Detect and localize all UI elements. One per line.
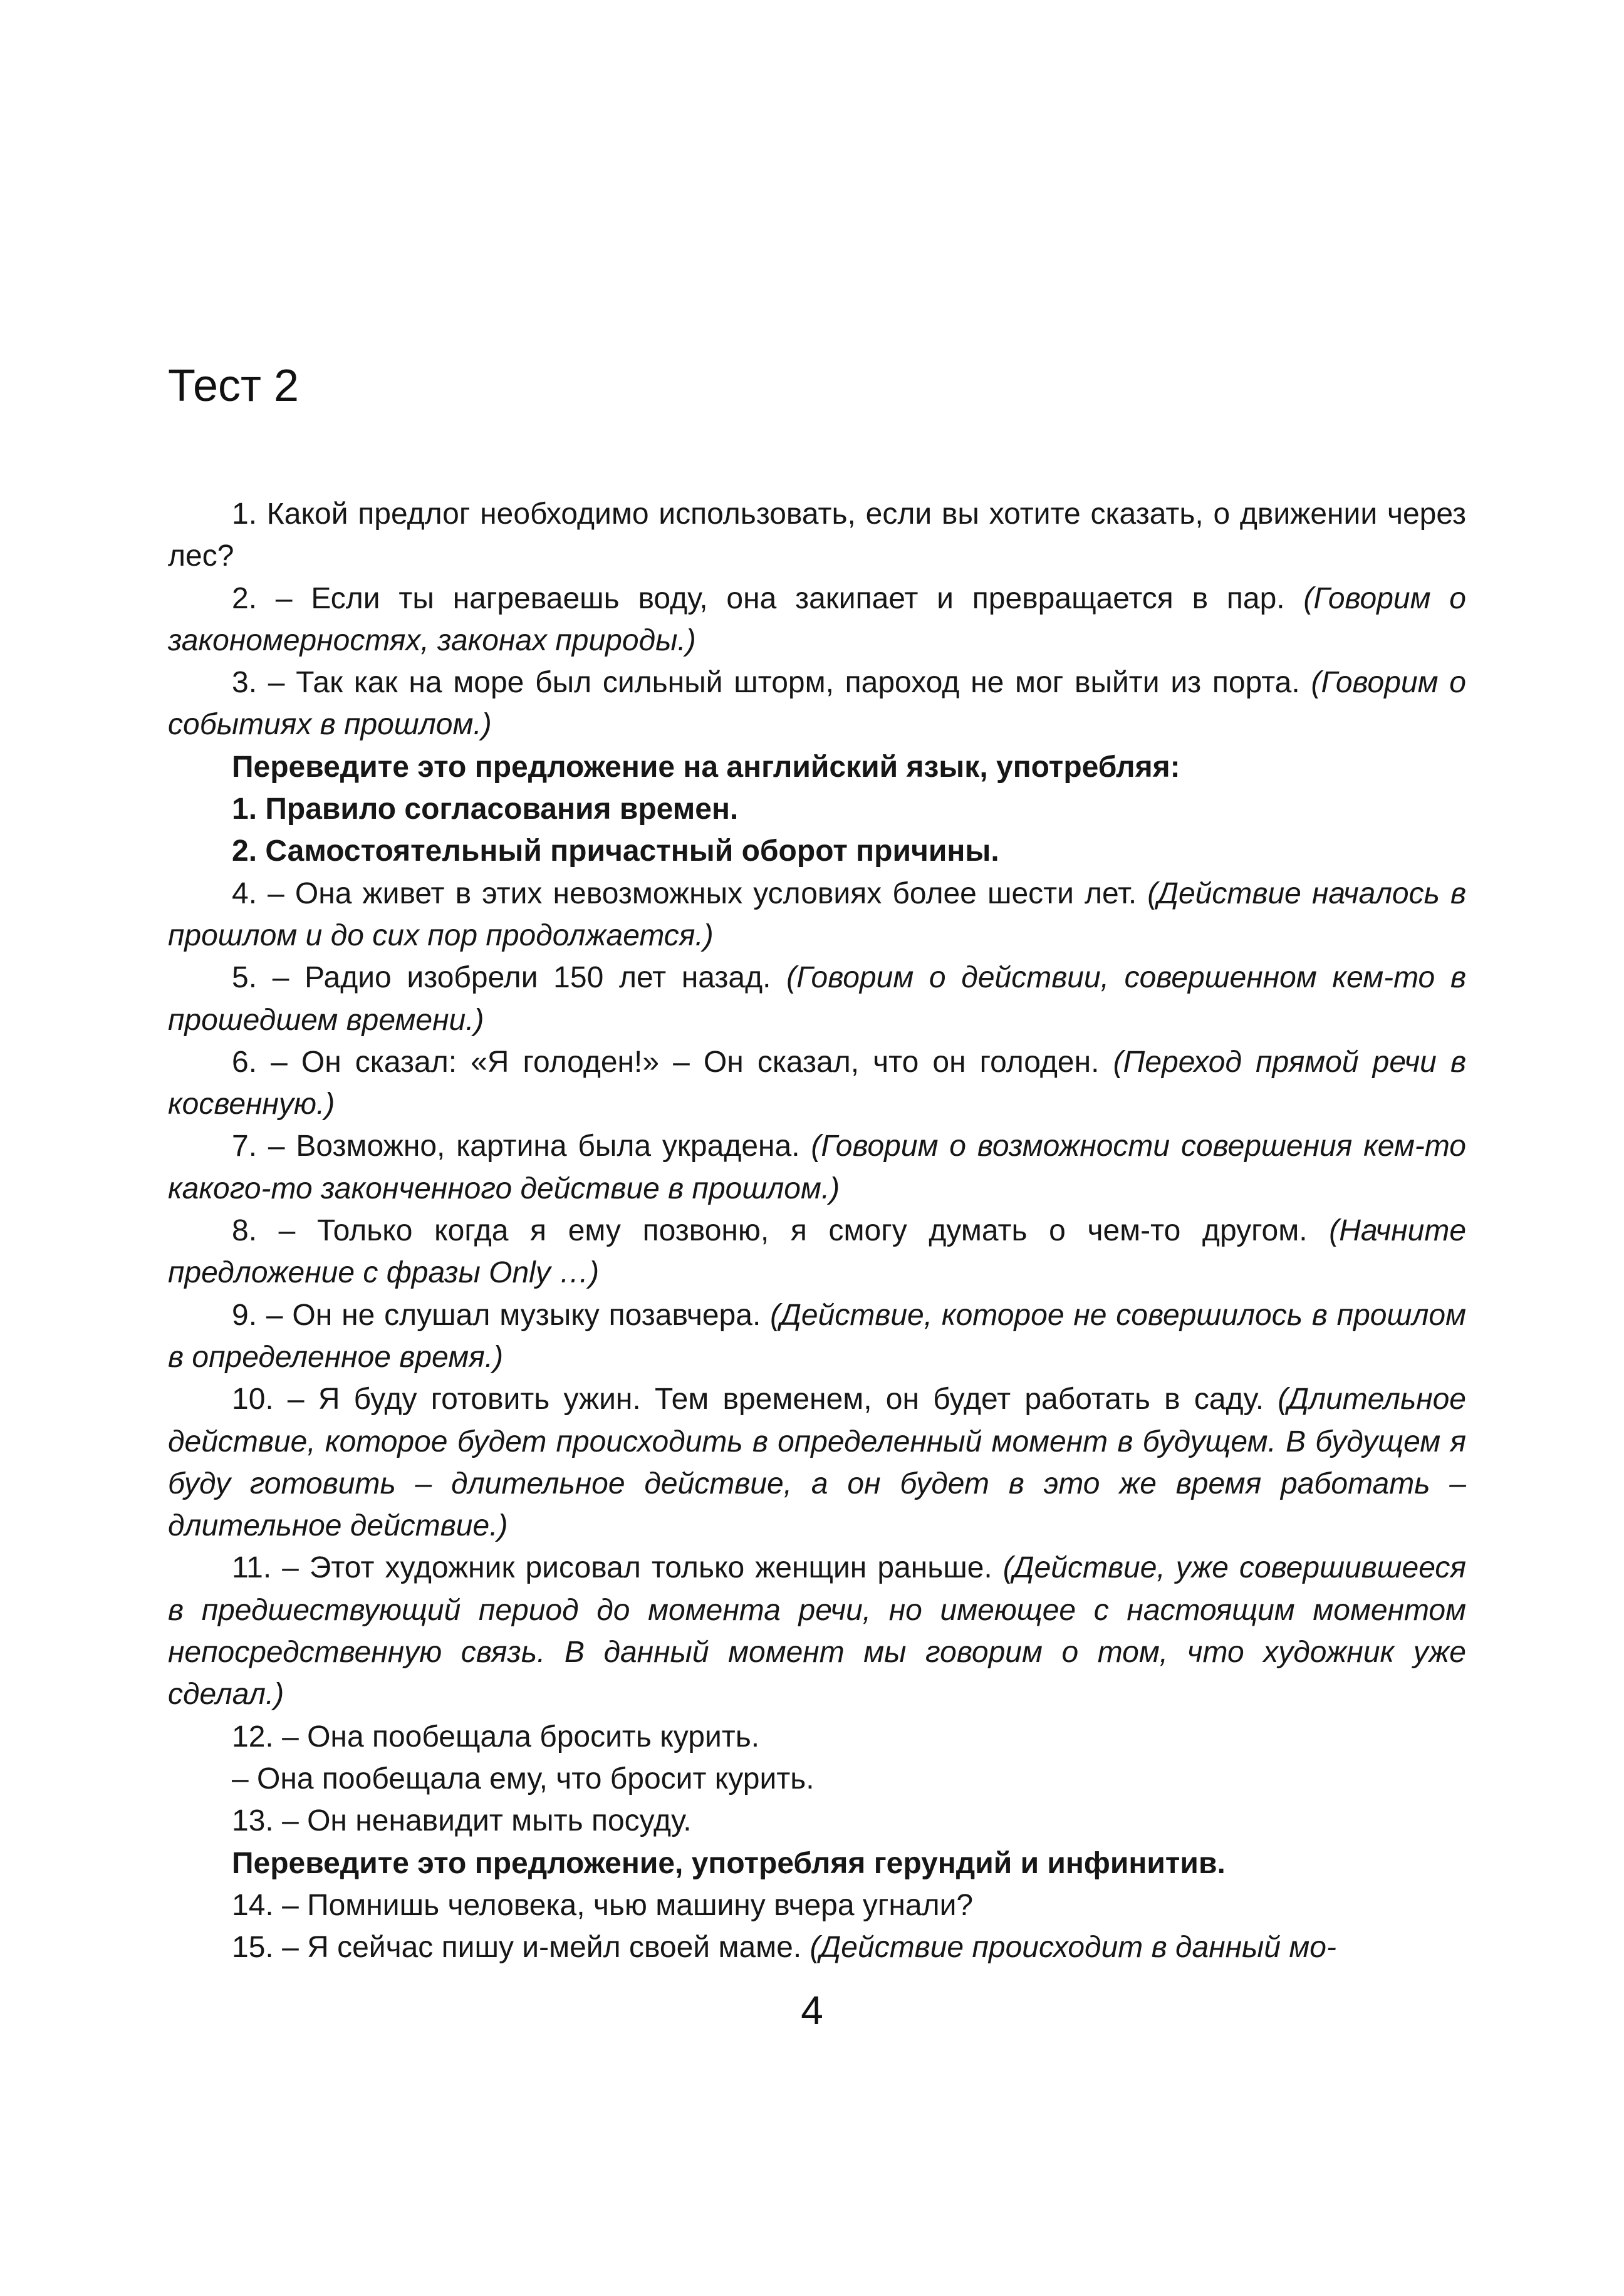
item-text: 9. – Он не слушал музыку позавчера. (232, 1298, 761, 1332)
test-item-9 (168, 1294, 1466, 1379)
test-item-15 (168, 1926, 1466, 1968)
item-note: (Действие, уже совершившееся в предшествующий период до момента речи, но имеющее с настоящим моментом непосредственную связь. В данный момент мы говорим о том, что художник уже сделал.) (168, 1551, 1466, 1712)
item-text: 3. – Так как на море был сильный шторм, пароход не мог выйти из порта. (232, 666, 1300, 700)
test-item-13 (168, 1800, 1466, 1842)
instruction-heading-1: Переведите это предложение на английский язык, употребляя: (232, 750, 1180, 784)
item-text: 15. – Я сейчас пишу и-мейл своей маме. (232, 1931, 802, 1965)
test-item-3 (168, 662, 1466, 746)
item-note: (Действие, которое не совершилось в прошлом в определенное время.) (168, 1298, 1467, 1374)
item-text: 11. – Этот художник рисовал только женщин раньше. (232, 1551, 992, 1585)
test-item-8 (168, 1210, 1466, 1294)
item-text: – Она пообещала ему, что бросит курить. (232, 1762, 815, 1795)
item-note: (Действие происходит в данный мо- (809, 1931, 1336, 1965)
item-text: 4. – Она живет в этих невозможных условиях более шести лет. (232, 876, 1137, 910)
item-text: 1. Какой предлог необходимо использовать, если вы хотите сказать, о движении через лес? (168, 497, 1466, 573)
test-item-5 (168, 957, 1466, 1041)
item-note: (Длительное действие, которое будет происходить в определенный момент в будущем. В будущем я буду готовить – длительное действие, а он будет в это же время работать – длительное действие.) (168, 1383, 1466, 1543)
instruction-heading-2: Переведите это предложение, употребляя герундий и инфинитив. (232, 1846, 1226, 1880)
test-item-10 (168, 1378, 1466, 1547)
page-title: Тест 2 (168, 361, 299, 411)
item-note: (Говорим о действии, совершенном кем-то в прошедшем времени.) (168, 961, 1466, 1037)
instruction-point-1: 1. Правило согласования времен. (232, 792, 739, 826)
item-note: (Говорим о закономерностях, законах природы.) (168, 581, 1467, 657)
test-item-7 (168, 1125, 1466, 1210)
item-note: (Переход прямой речи в косвенную.) (168, 1045, 1467, 1121)
test-item-11 (168, 1547, 1466, 1715)
item-text: 8. – Только когда я ему позвоню, я смогу думать о чем-то другом. (232, 1214, 1308, 1248)
item-text: 5. – Радио изобрели 150 лет назад. (232, 961, 771, 995)
item-note: (Говорим о возможности совершения кем-то какого-то законченного действие в прошлом.) (168, 1130, 1466, 1205)
item-note: (Начните предложение с фразы Only …) (168, 1214, 1467, 1290)
item-note: (Говорим о событиях в прошлом.) (168, 666, 1466, 742)
test-item-2 (168, 578, 1466, 662)
test-item-12-variant (168, 1758, 1466, 1800)
test-item-4 (168, 873, 1466, 957)
test-item-6 (168, 1041, 1466, 1126)
test-content (168, 493, 1466, 1968)
page-number: 4 (801, 1988, 823, 2033)
test-item-14 (168, 1884, 1466, 1926)
item-text: 6. – Он сказал: «Я голоден!» – Он сказал, что он голоден. (232, 1045, 1100, 1079)
item-text: 7. – Возможно, картина была украдена. (232, 1130, 800, 1163)
item-text: 13. – Он ненавидит мыть посуду. (232, 1804, 692, 1838)
test-item-1 (168, 493, 1466, 578)
item-text: 12. – Она пообещала бросить курить. (232, 1720, 760, 1753)
item-text: 2. – Если ты нагреваешь воду, она закипает и превращается в пар. (232, 581, 1285, 615)
item-text: 10. – Я буду готовить ужин. Тем временем, он будет работать в саду. (232, 1383, 1264, 1416)
instruction-point-2: 2. Самостоятельный причастный оборот причины. (232, 834, 999, 868)
item-text: 14. – Помнишь человека, чью машину вчера угнали? (232, 1888, 974, 1922)
test-item-12 (168, 1716, 1466, 1758)
item-note: (Действие началось в прошлом и до сих пор продолжается.) (168, 876, 1466, 952)
